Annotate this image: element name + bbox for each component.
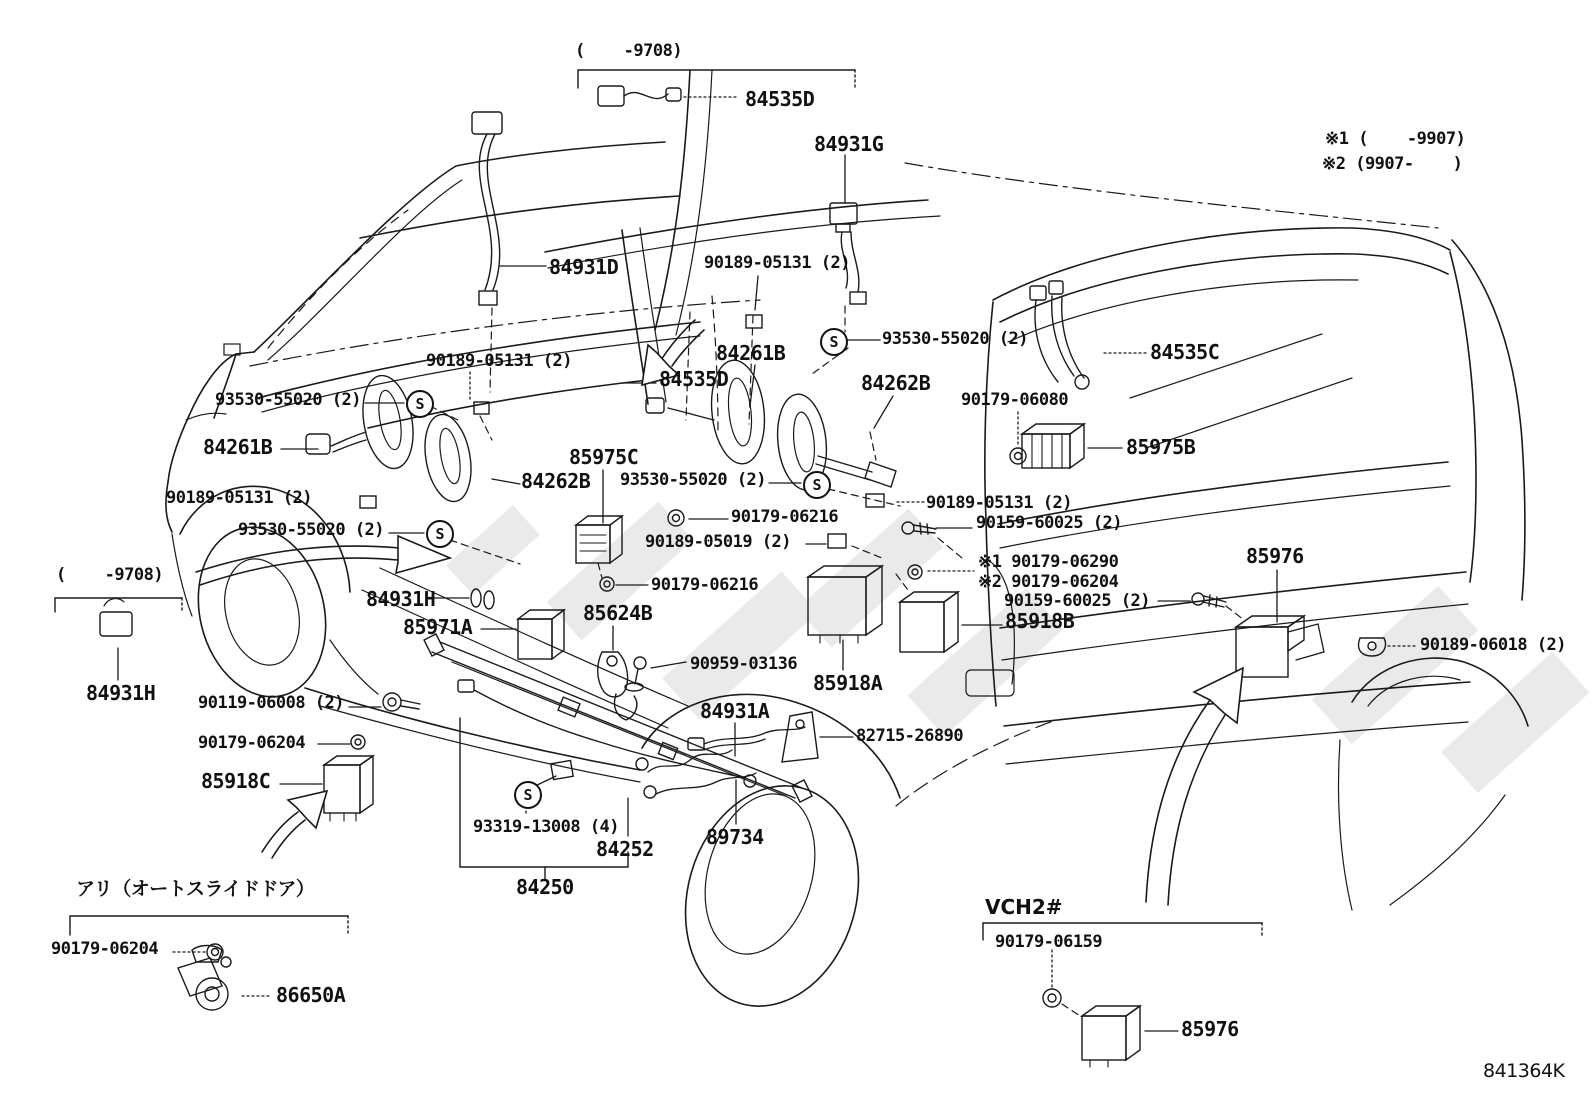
s-mark-1: S xyxy=(406,390,434,418)
clip-90189-05131-c xyxy=(360,496,376,508)
drawing-code: 841364K xyxy=(1483,1060,1565,1082)
callout-86650a: 86650A xyxy=(276,983,346,1007)
callout-84535d-center: 84535D xyxy=(659,367,729,391)
callout-90119-06008: 90119-06008 (2) xyxy=(198,693,345,713)
nut-90179-06080 xyxy=(1010,448,1026,464)
relay-85918C xyxy=(324,756,373,821)
watermark xyxy=(446,501,1589,792)
callout-90189-05131-b: 90189-05131 (2) xyxy=(426,351,573,371)
callout-93530-55020-d: 93530-55020 (2) xyxy=(238,520,385,540)
callout-90179-06204-a: 90179-06204 xyxy=(198,733,306,753)
callout-90179-06204-b: 90179-06204 xyxy=(51,939,159,959)
callout-84931a: 84931A xyxy=(700,699,770,723)
callout-90159-60025-b: 90159-60025 (2) xyxy=(1004,591,1151,611)
right-van-outline xyxy=(905,163,1528,910)
callout-85918b: 85918B xyxy=(1005,609,1075,633)
s-mark-2: S xyxy=(426,520,454,548)
callout-84931g: 84931G xyxy=(814,132,884,156)
callout-90189-05131-c: 90189-05131 (2) xyxy=(166,488,313,508)
callout-93319-13008: 93319-13008 (4) xyxy=(473,817,620,837)
callout-84262b-right: 84262B xyxy=(861,371,931,395)
callout-85624b: 85624B xyxy=(583,601,653,625)
callout-84931h-center: 84931H xyxy=(366,587,436,611)
callout-90189-05131-d: 90189-05131 (2) xyxy=(926,493,1073,513)
range-left-9708: ( -9708) xyxy=(56,565,164,585)
grommet-90179-06159 xyxy=(1043,989,1061,1007)
callout-82715-26890: 82715-26890 xyxy=(856,726,964,746)
callout-85975b: 85975B xyxy=(1126,435,1196,459)
callout-85918a: 85918A xyxy=(813,671,883,695)
callout-90179-06290: ※1 90179-06290 xyxy=(978,552,1119,572)
clip-90189-05019 xyxy=(828,534,846,548)
callout-84931d: 84931D xyxy=(549,255,619,279)
callout-93530-55020-c: 93530-55020 (2) xyxy=(620,470,767,490)
callout-84535d-top: 84535D xyxy=(745,87,815,111)
callout-93530-55020-a: 93530-55020 (2) xyxy=(882,329,1029,349)
callout-90179-06080: 90179-06080 xyxy=(961,390,1069,410)
callout-93530-55020-b: 93530-55020 (2) xyxy=(215,390,362,410)
range-top-9708: ( -9708) xyxy=(575,41,683,61)
callout-90189-06018: 90189-06018 (2) xyxy=(1420,635,1567,655)
relay-85976-top xyxy=(1236,616,1324,677)
callout-90179-06204-note: ※2 90179-06204 xyxy=(978,572,1119,592)
callout-90159-60025-a: 90159-60025 (2) xyxy=(976,513,1123,533)
callout-85976-top: 85976 xyxy=(1246,544,1304,568)
callout-84535c: 84535C xyxy=(1150,340,1220,364)
callout-84250: 84250 xyxy=(516,875,574,899)
range-auto-slide-door: アリ（オートスライドドア） xyxy=(76,878,315,900)
callout-84252: 84252 xyxy=(596,837,654,861)
bolt-90119-06008 xyxy=(383,693,420,711)
callout-89734: 89734 xyxy=(706,825,764,849)
range-vch2: VCH2# xyxy=(985,895,1063,919)
callout-85971a: 85971A xyxy=(403,615,473,639)
s-mark-5: S xyxy=(514,781,542,809)
s-mark-3: S xyxy=(820,328,848,356)
footnote-1: ※1 ( -9907) xyxy=(1325,129,1466,149)
callout-85918c: 85918C xyxy=(201,769,271,793)
callout-90179-06216-b: 90179-06216 xyxy=(651,575,759,595)
relay-85976-bottom xyxy=(1082,1006,1140,1067)
callout-84261b-left: 84261B xyxy=(203,435,273,459)
s-mark-4: S xyxy=(803,471,831,499)
footnote-2: ※2 (9907- ) xyxy=(1322,154,1463,174)
callout-90189-05131-a: 90189-05131 (2) xyxy=(704,253,851,273)
callout-85976-bottom: 85976 xyxy=(1181,1017,1239,1041)
relay-85975B xyxy=(1022,424,1084,468)
nut-90179-06204-a xyxy=(351,735,365,749)
relay-85918B xyxy=(900,592,958,652)
callout-90179-06216-a: 90179-06216 xyxy=(731,507,839,527)
screw-90159-60025-b xyxy=(1192,593,1226,607)
clip-90189-05131-a xyxy=(746,315,762,328)
callout-84931h-left: 84931H xyxy=(86,681,156,705)
callout-84261b-center: 84261B xyxy=(716,341,786,365)
dashed-lines xyxy=(430,306,1244,1016)
callout-90959-03136: 90959-03136 xyxy=(690,654,798,674)
callout-85975c: 85975C xyxy=(569,445,639,469)
callout-84262b-left: 84262B xyxy=(521,469,591,493)
callout-90179-06159: 90179-06159 xyxy=(995,932,1103,952)
callout-90189-05019: 90189-05019 (2) xyxy=(645,532,792,552)
